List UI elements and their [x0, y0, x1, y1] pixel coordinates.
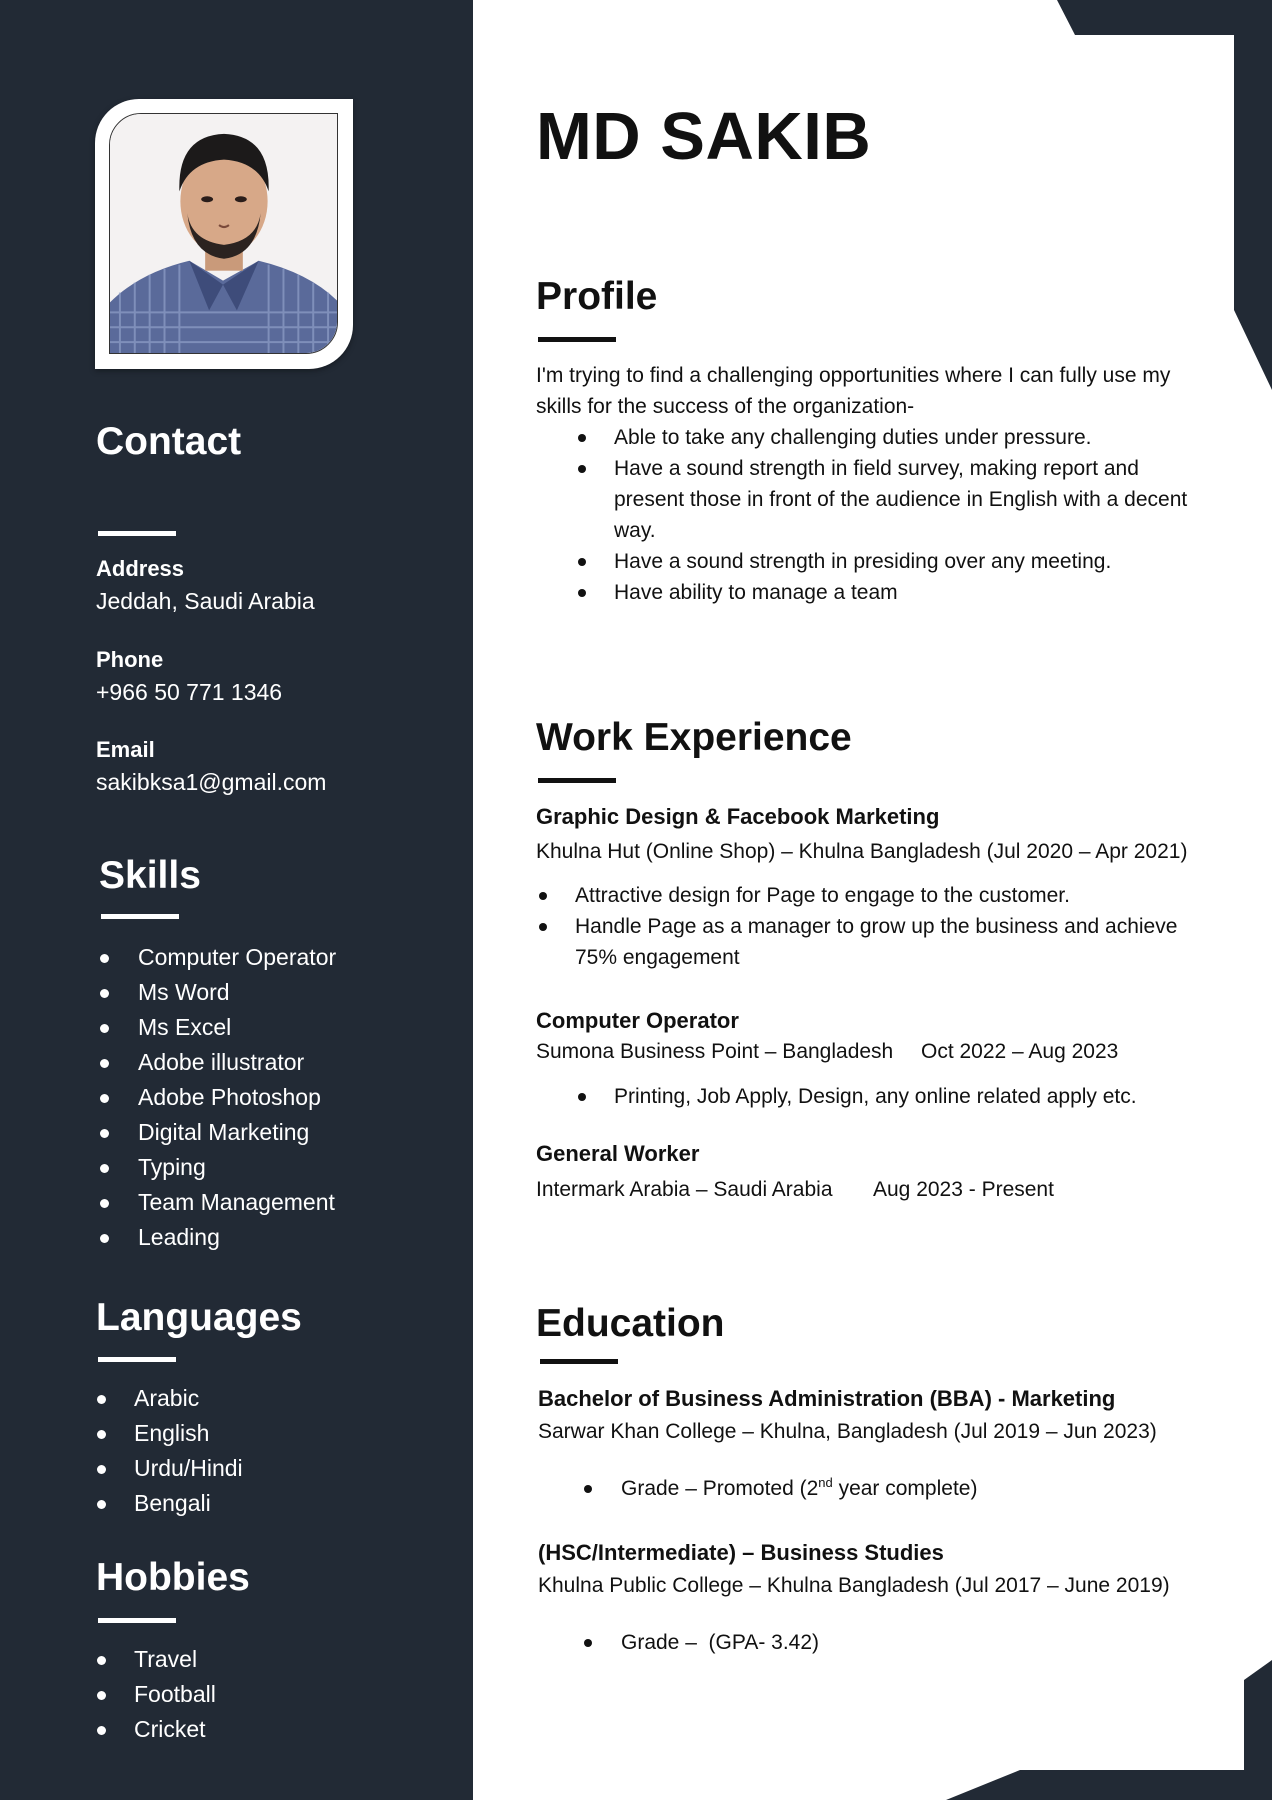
profile-heading-rule — [538, 337, 616, 342]
education-heading: Education — [536, 1302, 725, 1345]
bullet-icon — [578, 434, 586, 442]
bullet-icon — [100, 1024, 109, 1033]
skill-item: Ms Word — [100, 975, 336, 1010]
profile-point: Have a sound strength in field survey, making report and present those in front of the audience in English with a decent way. — [576, 453, 1196, 546]
skill-item: Digital Marketing — [100, 1115, 336, 1150]
profile-summary: I'm trying to find a challenging opportunities where I can fully use my skills for the success of the organization- — [536, 364, 1171, 418]
skill-item: Adobe illustrator — [100, 1045, 336, 1080]
bullet-icon — [539, 923, 547, 931]
language-item: English — [97, 1416, 243, 1451]
job-point: Attractive design for Page to engage to the customer. — [537, 880, 1197, 911]
bullet-icon — [97, 1656, 106, 1665]
profile-point: Have ability to manage a team — [576, 577, 1196, 608]
hobbies-list — [97, 1642, 216, 1747]
job-company-dates: Khulna Hut (Online Shop) – Khulna Bangladesh (Jul 2020 – Apr 2021) — [536, 840, 1188, 863]
bullet-icon — [100, 1164, 109, 1173]
bullet-icon — [578, 589, 586, 597]
degree-points — [582, 1473, 1202, 1504]
bullet-icon — [578, 465, 586, 473]
bullet-icon — [584, 1485, 592, 1493]
email-label: Email — [96, 737, 155, 762]
profile-point: Able to take any challenging duties under pressure. — [576, 422, 1196, 453]
degree-points — [582, 1627, 1202, 1658]
job-company: Intermark Arabia – Saudi Arabia — [536, 1178, 833, 1201]
hobby-item: Travel — [97, 1642, 216, 1677]
email-value[interactable]: sakibksa1@gmail.com — [96, 769, 327, 795]
bullet-icon — [97, 1465, 106, 1474]
job-points — [537, 880, 1197, 973]
job-company: Sumona Business Point – Bangladesh — [536, 1040, 894, 1063]
work-experience-heading-rule — [538, 778, 616, 783]
hobbies-heading: Hobbies — [96, 1556, 250, 1599]
language-item: Bengali — [97, 1486, 243, 1521]
bullet-icon — [578, 558, 586, 566]
candidate-name: MD SAKIB — [536, 99, 872, 174]
degree-title: Bachelor of Business Administration (BBA) - Marketing — [538, 1386, 1116, 1411]
job-point: Handle Page as a manager to grow up the business and achieve 75% engagement — [537, 911, 1197, 973]
address-value: Jeddah, Saudi Arabia — [96, 588, 315, 614]
bullet-icon — [539, 892, 547, 900]
skill-item: Leading — [100, 1220, 336, 1255]
degree-title: (HSC/Intermediate) – Business Studies — [538, 1540, 944, 1565]
profile-photo-frame — [95, 99, 353, 369]
bottom-right-corner-decoration — [940, 1660, 1272, 1800]
degree-grade: Grade – Promoted (2nd year complete) — [582, 1473, 1202, 1504]
address-label: Address — [96, 556, 185, 581]
bullet-icon — [100, 1094, 109, 1103]
skills-heading: Skills — [99, 854, 201, 897]
top-right-corner-decoration — [1050, 0, 1272, 390]
phone-label: Phone — [96, 647, 164, 672]
phone-value[interactable]: +966 50 771 1346 — [96, 679, 283, 705]
skills-heading-rule — [101, 914, 179, 919]
work-experience-heading: Work Experience — [536, 716, 852, 759]
bullet-icon — [97, 1691, 106, 1700]
hobby-item: Cricket — [97, 1712, 216, 1747]
profile-heading: Profile — [536, 275, 658, 318]
language-item: Urdu/Hindi — [97, 1451, 243, 1486]
bullet-icon — [97, 1395, 106, 1404]
bullet-icon — [100, 1199, 109, 1208]
bullet-icon — [97, 1500, 106, 1509]
hobbies-heading-rule — [98, 1618, 176, 1623]
job-title: Computer Operator — [536, 1008, 739, 1033]
job-point: Printing, Job Apply, Design, any online related apply etc. — [576, 1081, 1196, 1112]
contact-heading: Contact — [96, 420, 242, 463]
contact-heading-rule — [98, 531, 176, 536]
bullet-icon — [100, 1129, 109, 1138]
job-title: General Worker — [536, 1141, 700, 1166]
skill-item: Typing — [100, 1150, 336, 1185]
job-dates: Oct 2022 – Aug 2023 — [921, 1040, 1119, 1063]
bullet-icon — [100, 954, 109, 963]
bullet-icon — [584, 1639, 592, 1647]
degree-school: Sarwar Khan College – Khulna, Bangladesh (Jul 2019 – Jun 2023) — [538, 1420, 1157, 1443]
education-heading-rule — [540, 1359, 618, 1364]
degree-school: Khulna Public College – Khulna Bangladesh (Jul 2017 – June 2019) — [538, 1574, 1170, 1597]
language-item: Arabic — [97, 1381, 243, 1416]
job-points — [576, 1081, 1196, 1112]
languages-heading-rule — [98, 1357, 176, 1362]
skill-item: Adobe Photoshop — [100, 1080, 336, 1115]
languages-list — [97, 1381, 243, 1521]
sidebar — [0, 0, 473, 1800]
languages-heading: Languages — [96, 1296, 302, 1339]
profile-photo — [109, 113, 338, 354]
bullet-icon — [97, 1430, 106, 1439]
bullet-icon — [100, 989, 109, 998]
bullet-icon — [578, 1093, 586, 1101]
skill-item: Ms Excel — [100, 1010, 336, 1045]
bullet-icon — [100, 1059, 109, 1068]
profile-points — [576, 422, 1196, 608]
profile-point: Have a sound strength in presiding over any meeting. — [576, 546, 1196, 577]
bullet-icon — [97, 1726, 106, 1735]
skill-item: Team Management — [100, 1185, 336, 1220]
skills-list — [100, 940, 336, 1255]
bullet-icon — [100, 1234, 109, 1243]
degree-grade: Grade – (GPA- 3.42) — [582, 1627, 1202, 1658]
hobby-item: Football — [97, 1677, 216, 1712]
job-title: Graphic Design & Facebook Marketing — [536, 804, 940, 829]
job-dates: Aug 2023 - Present — [873, 1178, 1054, 1201]
skill-item: Computer Operator — [100, 940, 336, 975]
